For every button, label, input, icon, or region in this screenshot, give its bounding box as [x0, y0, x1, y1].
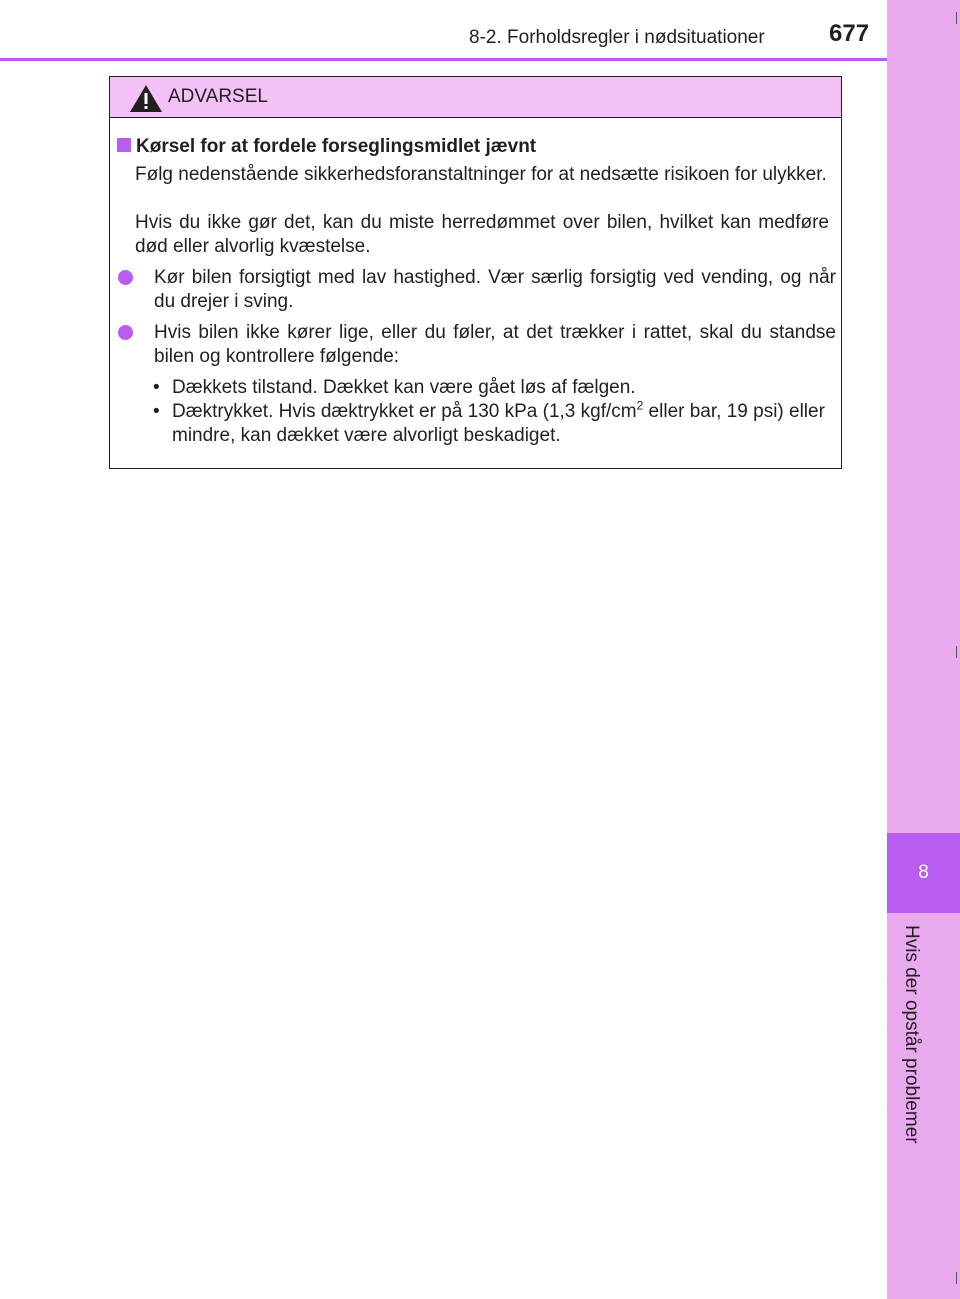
page-number: 677	[829, 20, 870, 47]
sub-list-item-text: Dæktrykket. Hvis dæktrykket er på 130 kPa (1,3 kgf/$cm^2$ eller bar, 19 psi) eller mindre, kan dækket være alvorligt beskadiget.	[172, 398, 825, 446]
sub-list-marker: •	[153, 401, 160, 422]
warning-triangle-icon	[129, 84, 163, 113]
circle-bullet-icon	[118, 270, 133, 285]
warning-paragraph-1: Følg nedenstående sikkerhedsforanstaltninger for at nedsætte risikoen for ulykker.	[135, 164, 827, 185]
sub-list-marker: •	[153, 377, 160, 398]
square-bullet-icon	[117, 138, 131, 152]
crop-mark	[956, 646, 957, 658]
list-item	[118, 321, 836, 369]
warning-title: ADVARSEL	[168, 86, 268, 107]
warning-paragraph-2: Hvis du ikke gør det, kan du miste herredømmet over bilen, hvilket kan medføre død eller alvorlig kvæstelse.	[135, 212, 829, 257]
chapter-label: Hvis der opstår problemer	[901, 925, 922, 1144]
warning-subheading: Kørsel for at fordele forseglingsmidlet jævnt	[117, 136, 536, 158]
header-divider	[0, 58, 887, 61]
crop-mark	[956, 1272, 957, 1284]
sub-list-item-text: Dækkets tilstand. Dækket kan være gået løs af fælgen.	[172, 377, 636, 398]
list-item-text: Kør bilen forsigtigt med lav hastighed. Vær særlig forsigtig ved vending, og når du drejer i sving.	[154, 267, 836, 312]
sub-list-item	[153, 400, 843, 448]
sub-list-item	[153, 376, 843, 400]
list-item-text: Hvis bilen ikke kører lige, eller du føler, at det trækker i rattet, skal du standse bilen og kontrollere følgende:	[154, 322, 836, 367]
warning-header	[110, 77, 841, 118]
crop-mark	[956, 12, 957, 24]
warning-box	[109, 76, 842, 469]
chapter-number: 8	[887, 833, 960, 913]
section-title: 8-2. Forholdsregler i nødsituationer	[469, 27, 765, 48]
list-item	[118, 266, 836, 314]
circle-bullet-icon	[118, 325, 133, 340]
